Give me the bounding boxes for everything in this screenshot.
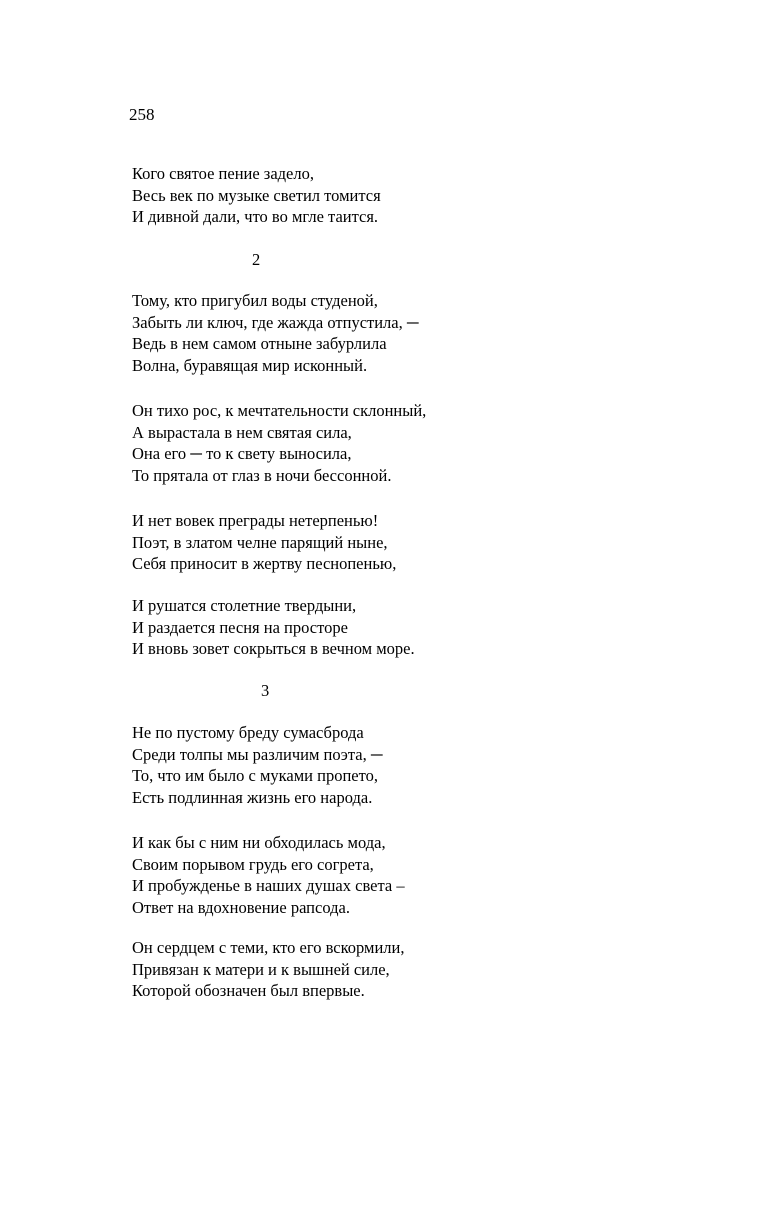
poem-line: Своим порывом грудь его согрета, bbox=[132, 854, 374, 874]
page-number: 258 bbox=[129, 105, 155, 124]
stanza-3 bbox=[132, 400, 426, 487]
poem-line: И раздается песня на просторе bbox=[132, 617, 348, 637]
poem-line: Забыть ли ключ, где жажда отпустила, ─ bbox=[132, 312, 419, 332]
poem-line: Среди толпы мы различим поэта, ─ bbox=[132, 744, 383, 764]
poem-line: Ведь в нем самом отныне забурлила bbox=[132, 334, 387, 354]
poem-line: И дивной дали, что во мгле таится. bbox=[132, 207, 379, 227]
poem-line: А вырастала в нем святая сила, bbox=[132, 422, 352, 442]
poem-line: И вновь зовет сокрыться в вечном море. bbox=[132, 639, 415, 659]
poem-line: И рушатся столетние твердыни, bbox=[132, 596, 357, 615]
poem-line: Тому, кто пригубил воды студеной, bbox=[132, 291, 378, 310]
stanza-2 bbox=[132, 290, 419, 377]
poem-line: Есть подлинная жизнь его народа. bbox=[132, 788, 373, 808]
section-number: 2 bbox=[252, 250, 261, 269]
stanza-7 bbox=[132, 832, 405, 919]
poem-line: Привязан к матери и к вышней силе, bbox=[132, 959, 390, 979]
poem-line: Себя приносит в жертву песнопенью, bbox=[132, 554, 397, 574]
poem-line: И нет вовек преграды нетерпенью! bbox=[132, 511, 379, 530]
poem-line: Не по пустому бреду сумасброда bbox=[132, 723, 364, 742]
poem-line: То, что им было с муками пропето, bbox=[132, 766, 378, 786]
stanza-5 bbox=[132, 595, 415, 660]
poem-line: Он сердцем с теми, кто его вскормили, bbox=[132, 938, 405, 957]
poem-line: И пробужденье в наших душах света – bbox=[132, 876, 405, 896]
poem-line: Поэт, в златом челне парящий ныне, bbox=[132, 532, 388, 552]
stanza-4 bbox=[132, 510, 396, 575]
poem-line: То прятала от глаз в ночи бессонной. bbox=[132, 466, 392, 486]
poem-line: Он тихо рос, к мечтательности склонный, bbox=[132, 401, 427, 420]
section-number: 3 bbox=[261, 681, 270, 700]
poem-line: Кого святое пение задело, bbox=[132, 164, 314, 183]
poem-line: Ответ на вдохновение рапсода. bbox=[132, 898, 350, 918]
poem-line: Волна, буравящая мир исконный. bbox=[132, 356, 368, 376]
stanza-1 bbox=[132, 163, 381, 228]
poem-line: Весь век по музыке светил томится bbox=[132, 185, 381, 205]
stanza-8 bbox=[132, 937, 405, 1002]
poem-line: Которой обозначен был впервые. bbox=[132, 981, 365, 1001]
poem-line: Она его ─ то к свету выносила, bbox=[132, 444, 352, 464]
poem-line: И как бы с ним ни обходилась мода, bbox=[132, 833, 386, 852]
stanza-6 bbox=[132, 722, 383, 809]
